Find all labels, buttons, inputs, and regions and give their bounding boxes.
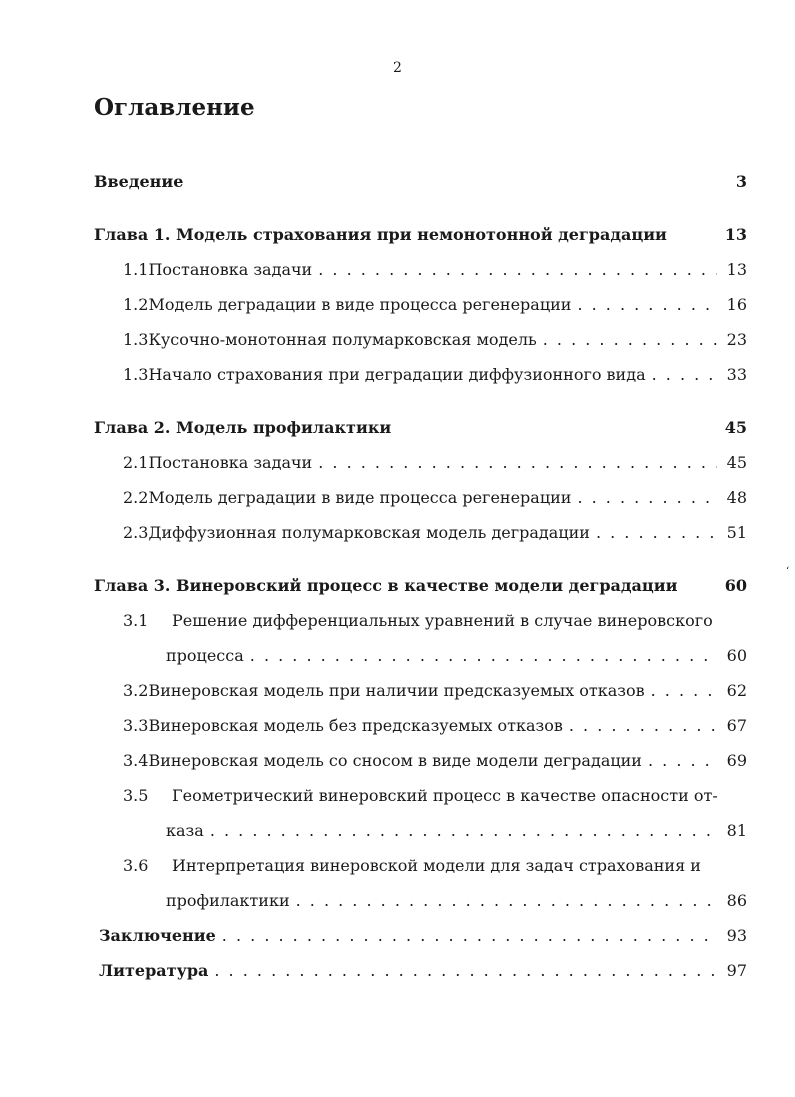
leader-dots [318,258,717,282]
toc-section-3-5-cont[interactable] [166,819,747,843]
section-title: Винеровская модель при наличии предсказуемых отказов [148,681,645,700]
leader-dots [652,363,717,387]
leader-dots [577,486,717,510]
section-number: 1.2 [123,295,149,314]
leader-dots [214,959,717,983]
section-title: Геометрический винеровский процесс в качестве опасности от- [172,786,718,805]
toc-entry-title: Заключение [99,926,216,945]
leader-dots [596,521,717,545]
toc-entry-page: 97 [726,961,747,980]
leader-dots [648,749,717,773]
section-page: 23 [726,330,747,349]
leader-dots [210,819,717,843]
leader-dots [543,328,717,352]
toc-section-3-6[interactable] [123,854,747,878]
section-page: 33 [726,365,747,384]
toc-chapter-title: Глава 1. Модель страхования при немонотонной деградации [94,225,667,244]
section-number: 3.3 [123,716,149,735]
toc-section-3-6-cont[interactable] [166,889,747,913]
section-title: Модель деградации в виде процесса регенерации [148,488,572,507]
toc-chapter-2[interactable] [94,416,747,440]
section-page: 67 [726,716,747,735]
section-title-cont: каза [166,821,204,840]
section-page: 48 [726,488,747,507]
section-number: 2.1 [123,453,149,472]
toc-section-3-4[interactable] [123,749,747,773]
toc-title: Оглавление [94,94,255,121]
section-page: 51 [726,523,747,542]
section-title: Начало страхования при деградации диффузионного вида [148,365,646,384]
section-title: Кусочно-монотонная полумарковская модель [148,330,537,349]
section-title-cont: процесса [166,646,244,665]
section-number: 1.1 [123,260,149,279]
section-number: 2.2 [123,488,149,507]
section-number: 3.6 [123,856,149,875]
toc-chapter-title: Глава 3. Винеровский процесс в качестве модели деградации [94,576,678,595]
toc-section-3-1-cont[interactable] [166,644,747,668]
toc-section-3-3[interactable] [123,714,747,738]
leader-dots [318,451,717,475]
section-number: 1.3 [123,330,149,349]
section-page: 86 [726,891,747,910]
toc-section-3-2[interactable] [123,679,747,703]
section-title: Постановка задачи [148,453,313,472]
section-title: Решение дифференциальных уравнений в случае винеровского [172,611,713,630]
toc-chapter-page: 60 [724,576,747,595]
toc-section-2-2[interactable] [123,486,747,510]
section-page: 16 [726,295,747,314]
toc-entry-page: 3 [735,172,747,191]
leader-dots [296,889,717,913]
leader-dots [651,679,717,703]
leader-dots [250,644,717,668]
toc-entry-introduction[interactable] [94,170,747,194]
toc-entry-title: Введение [94,172,184,191]
section-number: 1.3 [123,365,149,384]
toc-section-3-5[interactable] [123,784,747,808]
section-title: Постановка задачи [148,260,313,279]
toc-section-1-3[interactable] [123,328,747,352]
toc-chapter-page: 13 [724,225,747,244]
leader-dots [577,293,717,317]
section-title: Винеровская модель без предсказуемых отказов [148,716,563,735]
toc-section-1-1[interactable] [123,258,747,282]
toc-section-2-3[interactable] [123,521,747,545]
toc-entry-title: Литература [99,961,209,980]
toc-section-3-1[interactable] [123,609,747,633]
section-title: Винеровская модель со сносом в виде модели деградации [148,751,642,770]
section-page: 69 [726,751,747,770]
toc-chapter-3[interactable] [94,574,747,598]
section-page: 45 [726,453,747,472]
section-number: 2.3 [123,523,149,542]
section-number: 3.2 [123,681,149,700]
toc-chapter-1[interactable] [94,223,747,247]
toc-entry-page: 93 [726,926,747,945]
toc-entry-conclusion[interactable] [99,924,747,948]
page-number: 2 [393,60,402,76]
toc-chapter-title: Глава 2. Модель профилактики [94,418,392,437]
toc-section-1-4[interactable] [123,363,747,387]
section-page: 81 [726,821,747,840]
section-page: 60 [726,646,747,665]
toc-section-1-2[interactable] [123,293,747,317]
section-title: Интерпретация винеровской модели для задач страхования и [172,856,701,875]
toc-entry-references[interactable] [99,959,747,983]
section-title-cont: профилактики [166,891,290,910]
section-number: 3.5 [123,786,149,805]
section-number: 3.4 [123,751,149,770]
section-page: 62 [726,681,747,700]
stray-mark: ‘ [786,566,790,577]
toc-chapter-page: 45 [724,418,747,437]
section-title: Диффузионная полумарковская модель деградации [148,523,590,542]
leader-dots [222,924,717,948]
toc-section-2-1[interactable] [123,451,747,475]
section-page: 13 [726,260,747,279]
section-title: Модель деградации в виде процесса регенерации [148,295,572,314]
section-number: 3.1 [123,611,149,630]
leader-dots [569,714,717,738]
